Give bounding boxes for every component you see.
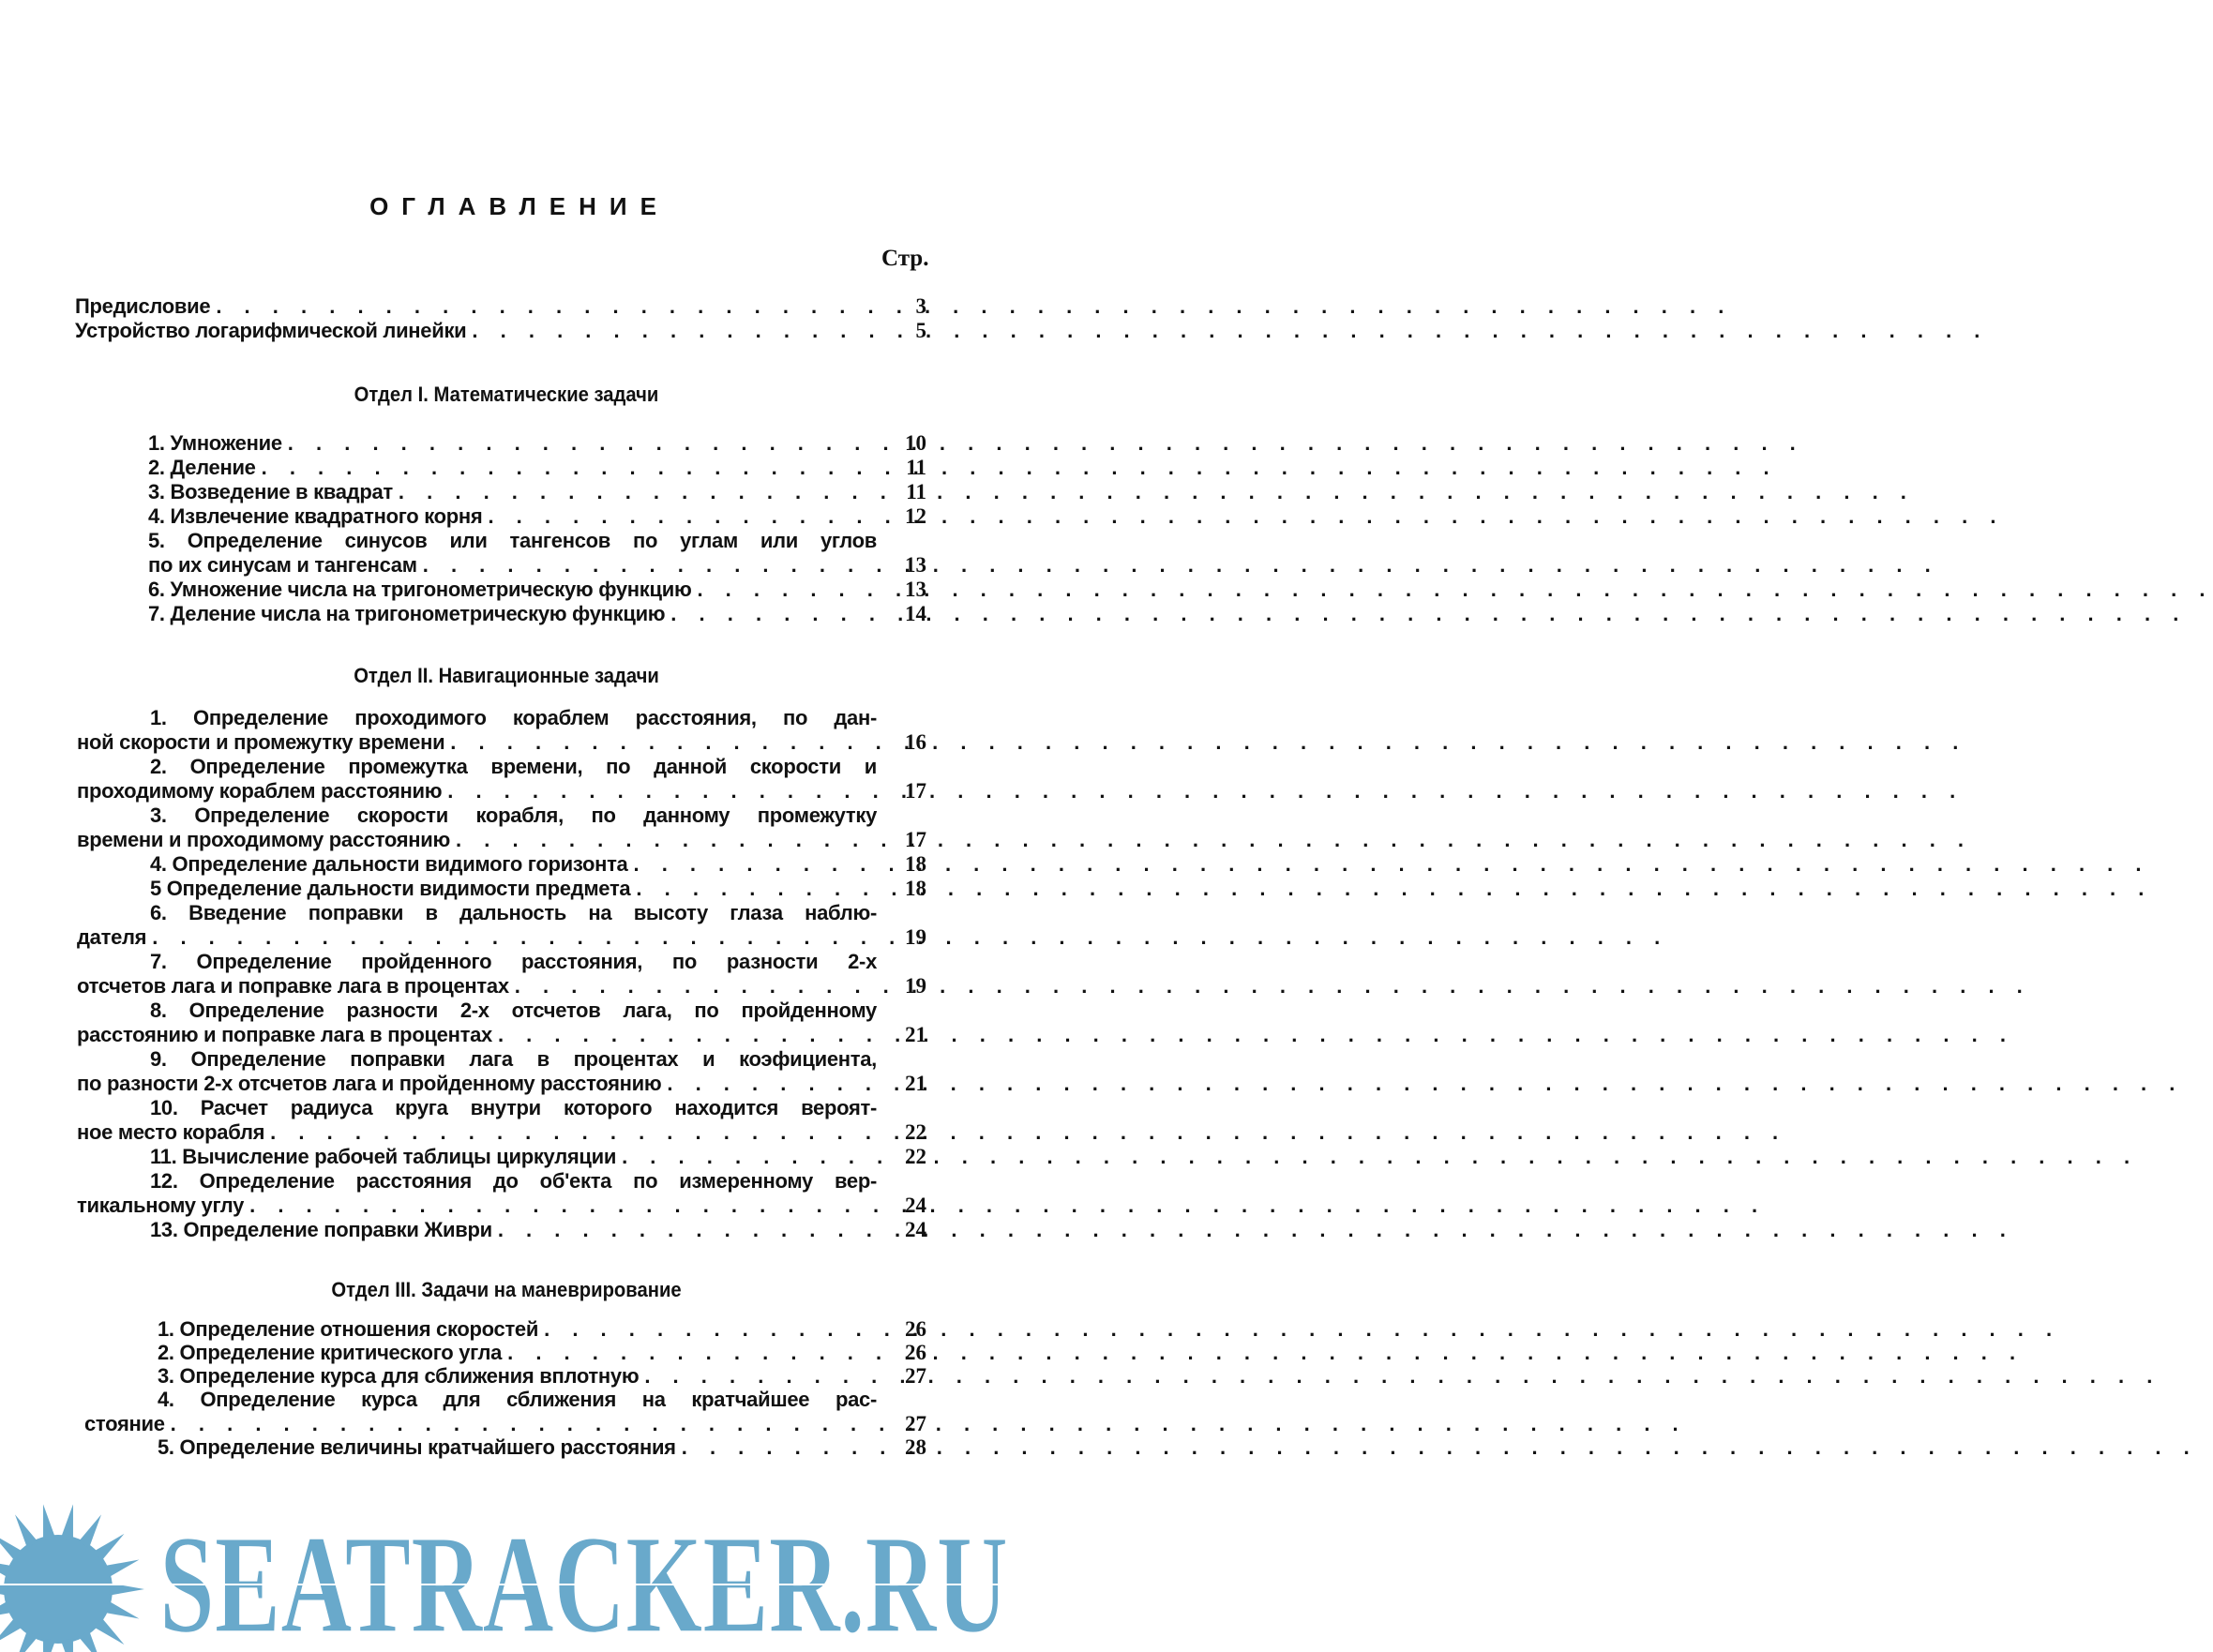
toc-entry-text: проходимому кораблем расстоянию bbox=[77, 779, 443, 803]
toc-entry-text: 3. Определение скорости корабля, по данному промежутку bbox=[150, 803, 877, 827]
dot-leader bbox=[264, 1120, 1786, 1145]
toc-entry-text: 5. Определение величины кратчайшего расстояния bbox=[158, 1435, 676, 1459]
toc-entry-text: 4. Извлечение квадратного корня bbox=[148, 504, 483, 528]
toc-entry-line bbox=[150, 1047, 877, 1072]
toc-entry-page: 26 bbox=[905, 1317, 926, 1341]
toc-entry-text: 2. Деление bbox=[148, 456, 256, 479]
toc-entry-line bbox=[158, 1364, 877, 1389]
toc-entry-text: дателя bbox=[77, 925, 147, 949]
toc-entry-text: ной скорости и промежутку времени bbox=[77, 730, 445, 754]
dot-leader bbox=[509, 974, 2031, 999]
toc-entry-page: 12 bbox=[905, 504, 926, 528]
sun-icon bbox=[0, 1504, 144, 1652]
toc-entry-text: 7. Определение пройденного расстояния, по разности 2-х bbox=[150, 950, 877, 973]
toc-entry-page: 11 bbox=[906, 480, 926, 503]
toc-entry-text: 9. Определение поправки лага в процентах и коэфициента, bbox=[150, 1047, 877, 1071]
toc-entry-text: 6. Умножение числа на тригонометрическую функцию bbox=[148, 578, 692, 601]
toc-entry-text: 3. Возведение в квадрат bbox=[148, 480, 393, 503]
toc-entry-line bbox=[150, 901, 877, 925]
watermark-text: SEATRACKER.RU bbox=[159, 1507, 1008, 1652]
toc-entry-line bbox=[77, 974, 877, 999]
toc-entry-line bbox=[75, 294, 877, 319]
toc-entry-text: тикальному углу bbox=[77, 1194, 245, 1217]
toc-entry-line bbox=[158, 1317, 877, 1342]
toc-entry-line bbox=[77, 1072, 877, 1096]
dot-leader bbox=[639, 1364, 2160, 1389]
toc-entry-line bbox=[84, 1412, 877, 1436]
toc-entry-line bbox=[150, 755, 877, 779]
toc-entry-line bbox=[158, 1341, 877, 1365]
toc-entry-page: 24 bbox=[905, 1218, 926, 1241]
toc-entry-text: стояние bbox=[84, 1412, 165, 1435]
dot-leader bbox=[282, 431, 1804, 456]
toc-entry-line bbox=[148, 553, 877, 578]
sun-ray bbox=[94, 1534, 125, 1561]
toc-entry-page: 28 bbox=[905, 1435, 926, 1459]
toc-entry-page: 19 bbox=[905, 925, 926, 949]
toc-entry-line bbox=[150, 950, 877, 974]
sun-ray bbox=[104, 1560, 139, 1578]
dot-leader bbox=[482, 504, 2004, 529]
toc-entry-page: 27 bbox=[905, 1364, 926, 1388]
toc-entry-line bbox=[77, 1120, 877, 1145]
toc-entry-page: 13 bbox=[905, 553, 926, 577]
toc-entry-text: по разности 2-х отсчетов лага и пройденному расстоянию bbox=[77, 1072, 662, 1095]
toc-entry-page: 21 bbox=[905, 1072, 926, 1095]
toc-entry-line bbox=[77, 1194, 877, 1218]
dot-leader bbox=[627, 852, 2149, 877]
toc-entry-line bbox=[148, 504, 877, 529]
dot-leader bbox=[466, 319, 1988, 343]
toc-entry-text: 12. Определение расстояния до об'екта по измеренному вер- bbox=[150, 1169, 877, 1193]
dot-leader bbox=[444, 730, 1966, 755]
toc-entry-line bbox=[148, 456, 877, 480]
section-heading: Отдел I. Математические задачи bbox=[354, 383, 659, 406]
dot-leader bbox=[492, 1023, 2014, 1047]
sun-ray bbox=[15, 1514, 38, 1548]
toc-entry-text: расстоянию и поправке лага в процентах bbox=[77, 1023, 492, 1046]
toc-entry-text: 6. Введение поправки в дальность на высоту глаза наблю- bbox=[150, 901, 877, 924]
dot-leader bbox=[244, 1194, 1766, 1218]
sun-ray bbox=[61, 1639, 73, 1652]
toc-entry-text: 4. Определение дальности видимого горизонта bbox=[150, 852, 628, 876]
dot-leader bbox=[492, 1218, 2014, 1242]
dot-leader bbox=[442, 779, 1964, 803]
sun-ray bbox=[61, 1504, 73, 1539]
sun-ray bbox=[104, 1600, 139, 1618]
toc-entry-line bbox=[150, 1218, 877, 1242]
toc-entry-text: 1. Умножение bbox=[148, 431, 282, 455]
toc-entry-line bbox=[150, 1145, 877, 1169]
toc-entry-text: 5. Определение синусов или тангенсов по углам или углов bbox=[148, 529, 877, 552]
toc-entry-text: ное место корабля bbox=[77, 1120, 265, 1144]
toc-entry-page: 18 bbox=[905, 852, 926, 876]
toc-entry-text: 10. Расчет радиуса круга внутри которого находится вероят- bbox=[150, 1096, 877, 1119]
toc-entry-line bbox=[77, 1023, 877, 1047]
toc-entry-page: 17 bbox=[905, 828, 926, 851]
toc-entry-line bbox=[150, 999, 877, 1023]
toc-entry-line bbox=[148, 480, 877, 504]
toc-entry-text: 2. Определение промежутка времени, по данной скорости и bbox=[150, 755, 877, 778]
dot-leader bbox=[417, 553, 1939, 578]
toc-entry-page: 11 bbox=[906, 456, 926, 479]
toc-entry-text: 5 Определение дальности видимости предмета bbox=[150, 877, 631, 900]
sun-ray bbox=[43, 1639, 55, 1652]
toc-entry-text: 1. Определение проходимого кораблем расстояния, по дан- bbox=[150, 706, 877, 729]
toc-entry-text: времени и проходимому расстоянию bbox=[77, 828, 451, 851]
toc-entry-text: 3. Определение курса для сближения вплотную bbox=[158, 1364, 640, 1388]
dot-leader bbox=[538, 1317, 2060, 1342]
toc-entry-page: 3 bbox=[915, 294, 926, 318]
toc-entry-line bbox=[148, 431, 877, 456]
toc-entry-page: 14 bbox=[905, 602, 926, 625]
toc-entry-line bbox=[158, 1435, 877, 1460]
dot-leader bbox=[450, 828, 1972, 852]
toc-entry-page: 22 bbox=[905, 1120, 926, 1144]
toc-entry-line bbox=[158, 1388, 877, 1412]
toc-entry-line bbox=[150, 852, 877, 877]
toc-entry-page: 10 bbox=[905, 431, 926, 455]
section-heading: Отдел III. Задачи на маневрирование bbox=[331, 1278, 682, 1301]
toc-entry-line bbox=[77, 828, 877, 852]
toc-entry-line bbox=[77, 779, 877, 803]
toc-entry-page: 19 bbox=[905, 974, 926, 998]
toc-entry-line bbox=[148, 602, 877, 626]
sun-ray bbox=[94, 1617, 125, 1644]
toc-entry-text: по их синусам и тангенсам bbox=[148, 553, 417, 577]
toc-entry-page: 5 bbox=[915, 319, 926, 342]
toc-entry-page: 21 bbox=[905, 1023, 926, 1046]
dot-leader bbox=[630, 877, 2152, 901]
toc-entry-line bbox=[77, 730, 877, 755]
sun-ray bbox=[43, 1504, 55, 1539]
dot-leader bbox=[502, 1341, 2024, 1365]
dot-leader bbox=[210, 294, 1732, 319]
toc-entry-line bbox=[150, 803, 877, 828]
toc-entry-page: 18 bbox=[905, 877, 926, 900]
toc-entry-text: Устройство логарифмической линейки bbox=[75, 319, 467, 342]
toc-entry-text: отсчетов лага и поправке лага в процентах bbox=[77, 974, 509, 998]
toc-entry-page: 16 bbox=[905, 730, 926, 754]
toc-entry-line bbox=[150, 877, 877, 901]
watermark-logo bbox=[0, 1500, 1013, 1652]
toc-entry-text: 13. Определение поправки Живри bbox=[150, 1218, 492, 1241]
toc-entry-text: 7. Деление числа на тригонометрическую функцию bbox=[148, 602, 666, 625]
toc-entry-page: 24 bbox=[905, 1194, 926, 1217]
toc-entry-page: 13 bbox=[905, 578, 926, 601]
page-title: ОГЛАВЛЕНИЕ bbox=[369, 192, 670, 220]
toc-entry-page: 27 bbox=[905, 1412, 926, 1435]
page-column-label: Стр. bbox=[881, 246, 929, 271]
toc-entry-line bbox=[75, 319, 877, 343]
toc-entry-line bbox=[150, 1169, 877, 1194]
toc-entry-line bbox=[150, 706, 877, 730]
toc-entry-text: 4. Определение курса для сближения на кратчайшее рас- bbox=[158, 1388, 877, 1411]
toc-entry-page: 26 bbox=[905, 1341, 926, 1364]
dot-leader bbox=[616, 1145, 2138, 1169]
toc-entry-line bbox=[148, 578, 877, 602]
sun-ray bbox=[79, 1514, 101, 1548]
toc-entry-page: 17 bbox=[905, 779, 926, 803]
toc-entry-text: Предисловие bbox=[75, 294, 211, 318]
toc-entry-text: 11. Вычисление рабочей таблицы циркуляции bbox=[150, 1145, 617, 1168]
section-heading: Отдел II. Навигационные задачи bbox=[354, 664, 659, 687]
toc-entry-text: 2. Определение критического угла bbox=[158, 1341, 503, 1364]
toc-entry-line bbox=[148, 529, 877, 553]
toc-entry-text: 1. Определение отношения скоростей bbox=[158, 1317, 539, 1341]
dot-leader bbox=[393, 480, 1915, 504]
toc-entry-line bbox=[77, 925, 877, 950]
toc-entry-line bbox=[150, 1096, 877, 1120]
dot-leader bbox=[256, 456, 1778, 480]
toc-entry-text: 8. Определение разности 2-х отсчетов лага, по пройденному bbox=[150, 999, 877, 1022]
toc-entry-page: 22 bbox=[905, 1145, 926, 1168]
